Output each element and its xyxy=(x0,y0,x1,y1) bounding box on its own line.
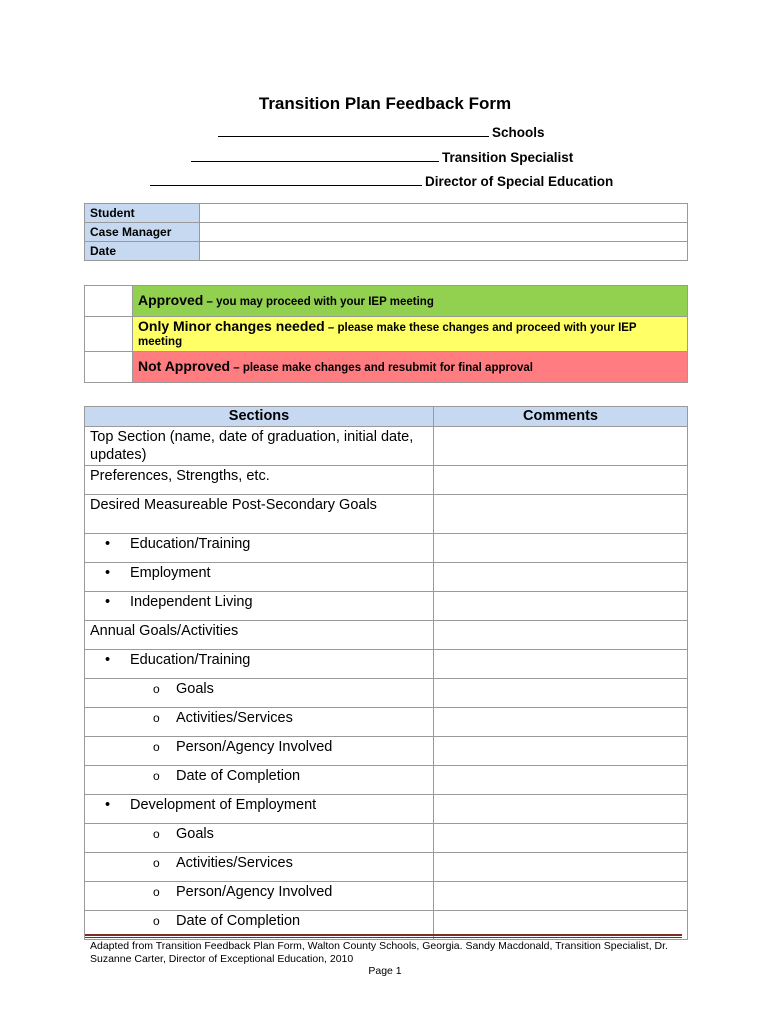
case-manager-label: Case Manager xyxy=(85,223,200,242)
section-subitem xyxy=(85,882,434,911)
section-subitem-label: Activities/Services xyxy=(176,855,293,871)
bullet-icon: • xyxy=(105,652,111,668)
sub-bullet-icon: o xyxy=(153,740,160,754)
table-row xyxy=(85,737,688,766)
section-item-label: Education/Training xyxy=(130,536,251,552)
minor-changes-text: – please make these changes and proceed with your IEP meeting xyxy=(138,322,637,348)
comment-cell[interactable] xyxy=(434,592,688,621)
comment-cell[interactable] xyxy=(434,466,688,495)
sections-table xyxy=(84,406,688,940)
section-subitem xyxy=(85,824,434,853)
comment-cell[interactable] xyxy=(434,427,688,466)
sub-bullet-icon: o xyxy=(153,914,160,928)
comment-cell[interactable] xyxy=(434,853,688,882)
sub-bullet-icon: o xyxy=(153,769,160,783)
transition-specialist-blank[interactable] xyxy=(191,147,439,162)
not-approved-text: – please make changes and resubmit for final approval xyxy=(233,362,533,374)
section-subitem-label: Goals xyxy=(176,681,214,697)
table-row xyxy=(85,824,688,853)
section-subitem xyxy=(85,679,434,708)
not-approved-option xyxy=(133,352,688,383)
not-approved-checkbox[interactable] xyxy=(85,352,133,383)
transition-specialist-line xyxy=(191,147,573,165)
table-row xyxy=(85,466,688,495)
comment-cell[interactable] xyxy=(434,824,688,853)
approved-checkbox[interactable] xyxy=(85,286,133,317)
not-approved-title: Not Approved xyxy=(138,358,231,374)
sub-bullet-icon: o xyxy=(153,711,160,725)
comment-cell[interactable] xyxy=(434,708,688,737)
footer-rule-thin xyxy=(85,937,682,938)
sub-bullet-icon: o xyxy=(153,856,160,870)
approved-option xyxy=(133,286,688,317)
schools-blank[interactable] xyxy=(218,122,489,137)
section-top: Top Section (name, date of graduation, initial date, updates) xyxy=(85,427,434,466)
section-item xyxy=(85,650,434,679)
table-row xyxy=(85,427,688,466)
section-subitem-label: Goals xyxy=(176,826,214,842)
student-field[interactable] xyxy=(200,204,688,223)
table-row xyxy=(85,563,688,592)
approved-text: – you may proceed with your IEP meeting xyxy=(206,296,434,308)
section-subitem xyxy=(85,853,434,882)
section-subitem-label: Date of Completion xyxy=(176,768,301,784)
table-row xyxy=(85,650,688,679)
table-row xyxy=(85,679,688,708)
comment-cell[interactable] xyxy=(434,495,688,534)
table-row xyxy=(85,795,688,824)
table-row xyxy=(85,766,688,795)
section-subitem-label: Person/Agency Involved xyxy=(176,739,333,755)
comment-cell[interactable] xyxy=(434,534,688,563)
section-post-secondary-goals: Desired Measureable Post-Secondary Goals xyxy=(85,495,434,534)
table-row xyxy=(85,708,688,737)
minor-changes-title: Only Minor changes needed xyxy=(138,318,325,334)
bullet-icon: • xyxy=(105,565,111,581)
info-row-case-manager xyxy=(85,223,688,242)
table-row xyxy=(85,621,688,650)
table-row xyxy=(85,882,688,911)
approval-table xyxy=(84,285,688,383)
section-item xyxy=(85,795,434,824)
comment-cell[interactable] xyxy=(434,795,688,824)
form-title: Transition Plan Feedback Form xyxy=(258,94,512,113)
case-manager-field[interactable] xyxy=(200,223,688,242)
sub-bullet-icon: o xyxy=(153,885,160,899)
comments-header: Comments xyxy=(434,407,688,427)
approval-row-minor xyxy=(85,317,688,352)
section-preferences: Preferences, Strengths, etc. xyxy=(85,466,434,495)
bullet-icon: • xyxy=(105,536,111,552)
section-item-label: Employment xyxy=(130,565,211,581)
section-item xyxy=(85,534,434,563)
section-subitem xyxy=(85,766,434,795)
comment-cell[interactable] xyxy=(434,737,688,766)
transition-specialist-label: Transition Specialist xyxy=(442,150,574,165)
table-row xyxy=(85,853,688,882)
approval-row-not-approved xyxy=(85,352,688,383)
comment-cell[interactable] xyxy=(434,882,688,911)
section-subitem-label: Date of Completion xyxy=(176,913,301,929)
student-label: Student xyxy=(85,204,200,223)
schools-label: Schools xyxy=(492,125,545,140)
date-label: Date xyxy=(85,242,200,261)
schools-line xyxy=(218,122,545,140)
section-item xyxy=(85,592,434,621)
section-item-label: Development of Employment xyxy=(130,797,317,813)
section-subitem xyxy=(85,737,434,766)
table-row xyxy=(85,534,688,563)
date-field[interactable] xyxy=(200,242,688,261)
section-annual-goals: Annual Goals/Activities xyxy=(85,621,434,650)
director-blank[interactable] xyxy=(150,171,422,186)
section-subitem-label: Person/Agency Involved xyxy=(176,884,333,900)
sections-header: Sections xyxy=(85,407,434,427)
section-subitem-label: Activities/Services xyxy=(176,710,293,726)
section-subitem xyxy=(85,708,434,737)
sub-bullet-icon: o xyxy=(153,682,160,696)
info-row-date xyxy=(85,242,688,261)
minor-changes-option xyxy=(133,317,688,352)
comment-cell[interactable] xyxy=(434,679,688,708)
approval-row-approved xyxy=(85,286,688,317)
minor-changes-checkbox[interactable] xyxy=(85,317,133,352)
comment-cell[interactable] xyxy=(434,621,688,650)
table-row xyxy=(85,495,688,534)
comment-cell[interactable] xyxy=(434,766,688,795)
section-item-label: Independent Living xyxy=(130,594,253,610)
director-label: Director of Special Education xyxy=(425,174,614,189)
page-number: Page 1 xyxy=(368,965,402,977)
footer-note: Adapted from Transition Feedback Plan Form, Walton County Schools, Georgia. Sandy Macdonald, Transition Specialist, Dr. Suzanne Carter, Director of Exceptional Education, 2010 xyxy=(90,940,668,965)
approved-title: Approved xyxy=(138,292,204,308)
sub-bullet-icon: o xyxy=(153,827,160,841)
footer-rule xyxy=(85,934,682,936)
table-row xyxy=(85,592,688,621)
sections-header-row xyxy=(85,407,688,427)
section-item xyxy=(85,563,434,592)
info-row-student xyxy=(85,204,688,223)
comment-cell[interactable] xyxy=(434,563,688,592)
section-item-label: Education/Training xyxy=(130,652,251,668)
director-line xyxy=(150,171,613,189)
bullet-icon: • xyxy=(105,797,111,813)
bullet-icon: • xyxy=(105,594,111,610)
info-table xyxy=(84,203,688,261)
comment-cell[interactable] xyxy=(434,650,688,679)
